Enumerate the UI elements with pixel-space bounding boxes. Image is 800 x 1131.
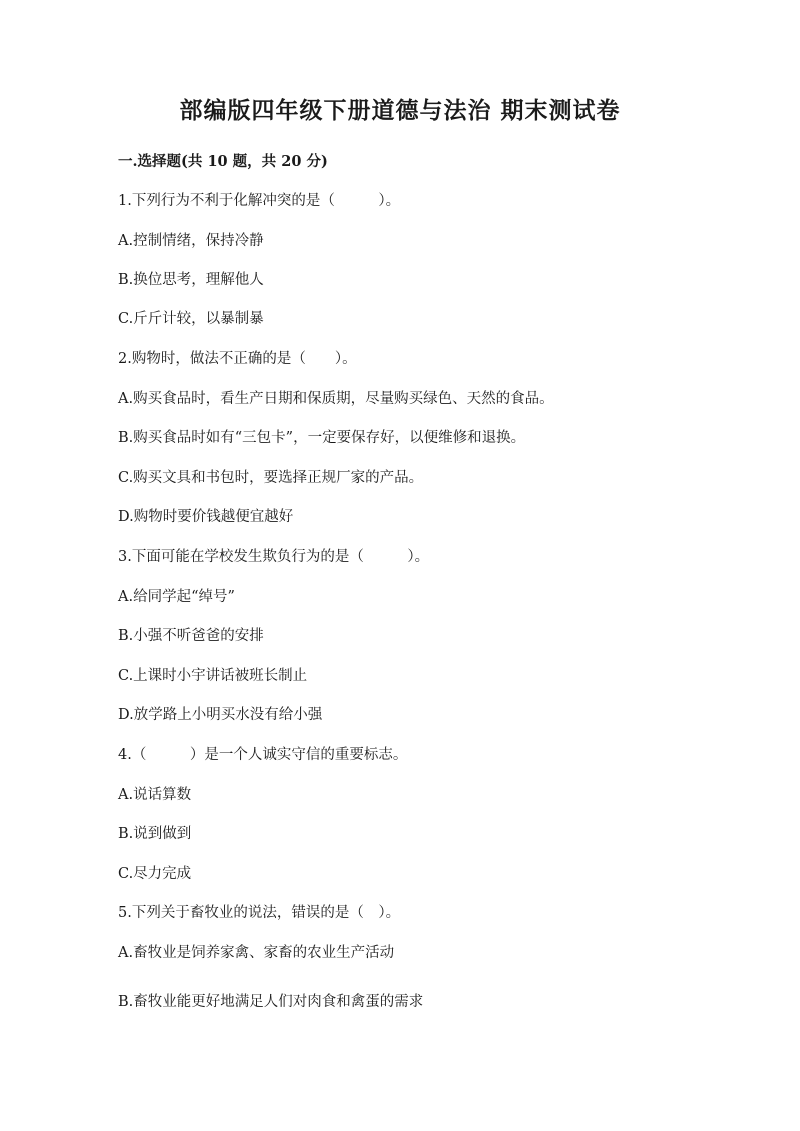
section-heading: 一.选择题(共 10 题，共 20 分) <box>118 153 328 170</box>
question-option: A.控制情绪，保持冷静 <box>118 233 264 249</box>
question-stem: 4.（ ）是一个人诚实守信的重要标志。 <box>118 747 408 763</box>
question-option: B.购买食品时如有“三包卡”，一定要保存好，以便维修和退换。 <box>118 430 526 446</box>
question-option: A.说话算数 <box>118 787 192 803</box>
question-option: A.给同学起“绰号” <box>118 589 235 605</box>
question-option: C.上课时小宇讲话被班长制止 <box>118 668 308 684</box>
question-option: C.斤斤计较，以暴制暴 <box>118 311 264 327</box>
question-stem: 1.下列行为不利于化解冲突的是（ ）。 <box>118 193 401 209</box>
question-option: A.购买食品时，看生产日期和保质期，尽量购买绿色、天然的食品。 <box>118 391 554 407</box>
question-stem: 5.下列关于畜牧业的说法，错误的是（ ）。 <box>118 905 401 921</box>
question-option: D.购物时要价钱越便宜越好 <box>118 509 294 525</box>
question-option: C.尽力完成 <box>118 866 192 882</box>
question-option: D.放学路上小明买水没有给小强 <box>118 707 323 723</box>
page-title: 部编版四年级下册道德与法治 期末测试卷 <box>179 97 621 124</box>
question-option: B.小强不听爸爸的安排 <box>118 628 264 644</box>
question-option: C.购买文具和书包时，要选择正规厂家的产品。 <box>118 470 424 486</box>
question-option: A.畜牧业是饲养家禽、家畜的农业生产活动 <box>118 945 395 961</box>
question-stem: 3.下面可能在学校发生欺负行为的是（ ）。 <box>118 549 430 565</box>
question-option: B.换位思考，理解他人 <box>118 272 264 288</box>
question-option: B.畜牧业能更好地满足人们对肉食和禽蛋的需求 <box>118 994 424 1010</box>
question-option: B.说到做到 <box>118 826 192 842</box>
question-stem: 2.购物时，做法不正确的是（ ）。 <box>118 351 357 367</box>
